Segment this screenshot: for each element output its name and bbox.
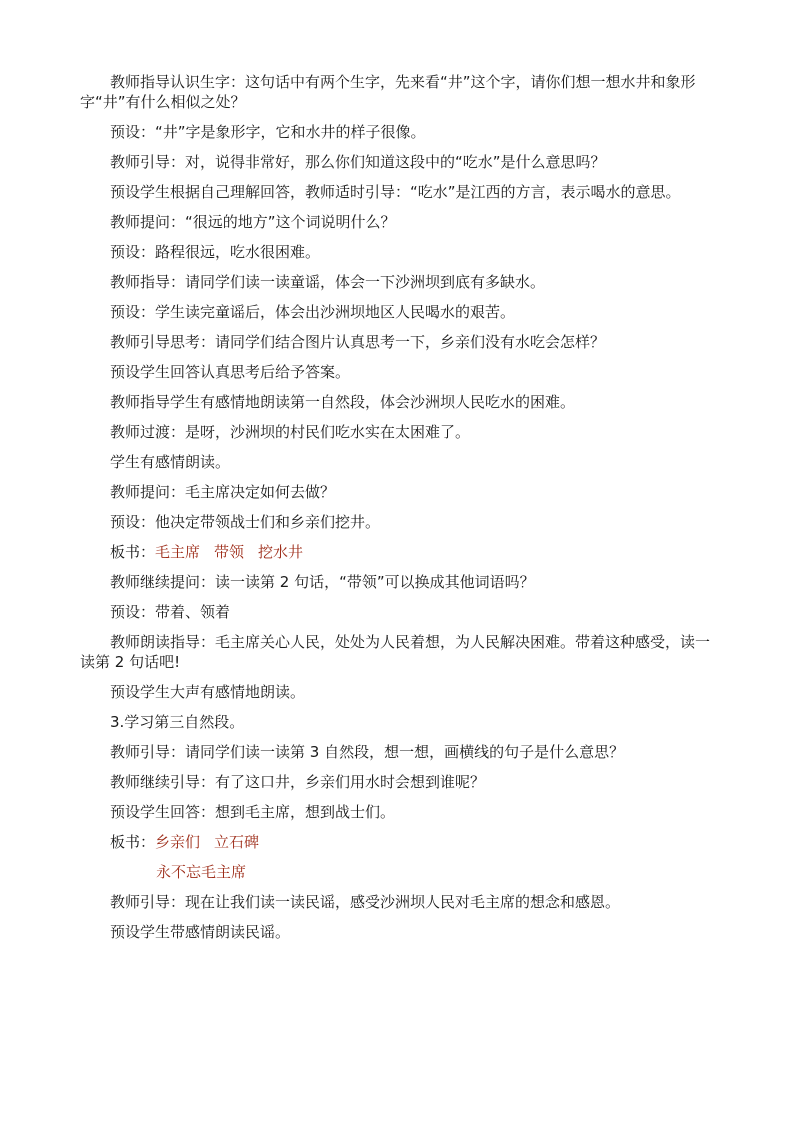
paragraph: 教师引导：对，说得非常好，那么你们知道这段中的“吃水”是什么意思吗？: [110, 153, 606, 171]
board-item: 永不忘: [156, 863, 202, 881]
blackboard-notes-2-line2: [80, 862, 720, 882]
board-item: 乡亲们: [155, 833, 201, 851]
board-item: 毛主席: [201, 863, 247, 881]
paragraph: 教师指导：请同学们读一读童谣，体会一下沙洲坝到底有多缺水。: [110, 273, 546, 291]
lesson-content: [80, 72, 720, 952]
paragraph: 预设学生回答认真思考后给予答案。: [110, 363, 351, 381]
paragraph: 预设：学生读完童谣后，体会出沙洲坝地区人民喝水的艰苦。: [110, 303, 516, 321]
paragraph: 学生有感情朗读。: [110, 453, 231, 471]
paragraph: 教师指导学生有感情地朗读第一自然段，体会沙洲坝人民吃水的困难。: [110, 393, 576, 411]
paragraph: 预设学生大声有感情地朗读。: [110, 683, 306, 701]
board-item: 立石碑: [214, 833, 260, 851]
paragraph: 教师过渡：是呀，沙洲坝的村民们吃水实在太困难了。: [110, 423, 471, 441]
paragraph: 教师提问：“很远的地方”这个词说明什么？: [110, 213, 396, 231]
paragraph: 预设学生带感情朗读民谣。: [110, 923, 291, 941]
paragraph: 预设：“井”字是象形字，它和水井的样子很像。: [110, 123, 426, 141]
section-heading: 3.学习第三自然段。: [110, 713, 245, 731]
paragraph: 预设：路程很远，吃水很困难。: [110, 243, 321, 261]
blackboard-notes-2: [80, 832, 720, 852]
blackboard-notes-1: [80, 542, 720, 562]
paragraph: 教师引导：请同学们读一读第 3 自然段，想一想，画横线的句子是什么意思？: [110, 743, 625, 761]
paragraph: 教师继续提问：读一读第 2 句话，“带领”可以换成其他词语吗？: [110, 573, 535, 591]
paragraph: 教师朗读指导：毛主席关心人民，处处为人民着想，为人民解决困难。带着这种感受，读一读第 2 句话吧!: [80, 633, 711, 671]
board-item: 带领: [214, 543, 245, 561]
paragraph: 预设学生根据自己理解回答，教师适时引导：“吃水”是江西的方言，表示喝水的意思。: [110, 183, 681, 201]
paragraph: 预设：他决定带领战士们和乡亲们挖井。: [110, 513, 381, 531]
paragraph: 教师提问：毛主席决定如何去做？: [110, 483, 336, 501]
paragraph: 教师引导思考：请同学们结合图片认真思考一下，乡亲们没有水吃会怎样？: [110, 333, 606, 351]
board-label: 板书：: [110, 543, 156, 561]
board-item: 挖水井: [258, 543, 304, 561]
paragraph: 教师指导认识生字：这句话中有两个生字，先来看“井”这个字，请你们想一想水井和象形字“井”有什么相似之处？: [80, 73, 696, 111]
paragraph: 教师继续引导：有了这口井，乡亲们用水时会想到谁呢？: [110, 773, 486, 791]
board-item: 毛主席: [155, 543, 201, 561]
board-label: 板书：: [110, 833, 156, 851]
paragraph: 教师引导：现在让我们读一读民谣，感受沙洲坝人民对毛主席的想念和感恩。: [110, 893, 621, 911]
paragraph: 预设：带着、领着: [110, 603, 231, 621]
paragraph: 预设学生回答：想到毛主席，想到战士们。: [110, 803, 396, 821]
